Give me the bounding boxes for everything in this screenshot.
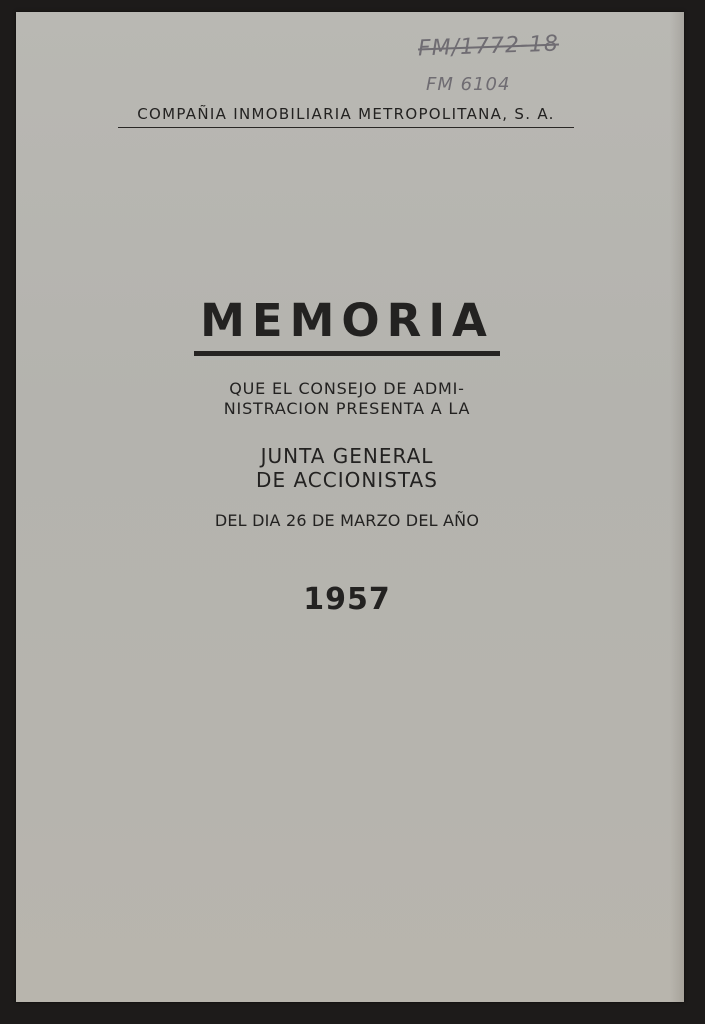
document-title: MEMORIA — [194, 298, 500, 356]
document-page — [16, 12, 684, 1002]
handwritten-reference-1: FM/1772-18 — [417, 31, 560, 62]
meeting-date: DEL DIA 26 DE MARZO DEL AÑO — [214, 511, 480, 530]
year: 1957 — [303, 582, 391, 617]
intro-line-2: NISTRACION PRESENTA A LA — [223, 399, 471, 418]
junta-line-2: DE ACCIONISTAS — [256, 468, 438, 492]
company-name: COMPAÑIA INMOBILIARIA METROPOLITANA, S. A. — [118, 105, 574, 128]
intro-text — [194, 379, 500, 419]
handwritten-reference-2: FM 6104 — [426, 74, 511, 95]
intro-line-1: QUE EL CONSEJO DE ADMI- — [229, 379, 465, 398]
junta-heading — [194, 444, 500, 492]
junta-line-1: JUNTA GENERAL — [260, 444, 434, 468]
